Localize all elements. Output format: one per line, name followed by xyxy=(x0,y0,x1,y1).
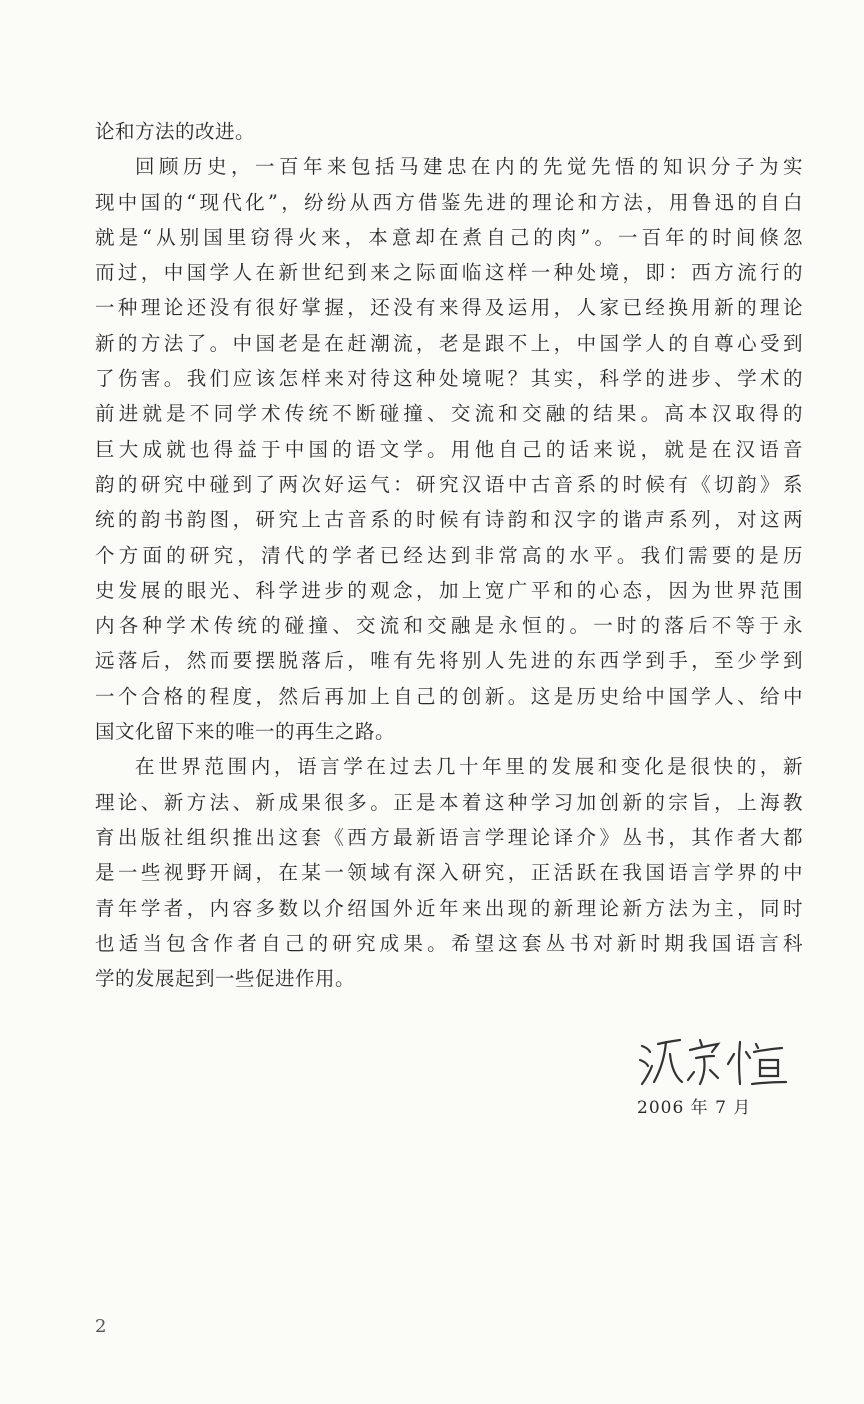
text-line: 学的发展起到一些促进作用。 xyxy=(95,967,356,991)
text-line: 在世界范围内，语言学在过去几十年里的发展和变化是很快的，新 xyxy=(135,755,803,779)
text-line: 统的韵书韵图，研究上古音系的时候有诗韵和汉字的谐声系列，对这两 xyxy=(95,508,803,532)
text-line: 现中国的“现代化”，纷纷从西方借鉴先进的理论和方法，用鲁迅的自白 xyxy=(95,190,803,214)
date: 2006 年 7 月 xyxy=(637,1098,752,1118)
text-line: 回顾历史，一百年来包括马建忠在内的先觉先悟的知识分子为实 xyxy=(135,155,803,179)
text-line: 育出版社组织推出这套《西方最新语言学理论译介》丛书，其作者大都 xyxy=(95,825,803,849)
text-line: 前进就是不同学术传统不断碰撞、交流和交融的结果。高本汉取得的 xyxy=(95,402,803,426)
text-line: 个方面的研究，清代的学者已经达到非常高的水平。我们需要的是历 xyxy=(95,543,803,567)
text-line: 一种理论还没有很好掌握，还没有来得及运用，人家已经换用新的理论 xyxy=(95,296,803,320)
text-line: 巨大成就也得益于中国的语文学。用他自己的话来说，就是在汉语音 xyxy=(95,437,803,461)
text-line: 韵的研究中碰到了两次好运气：研究汉语中古音系的时候有《切韵》系 xyxy=(95,472,803,496)
body-text xyxy=(95,114,803,996)
signature-image xyxy=(636,1034,792,1090)
page-number: 2 xyxy=(95,1316,107,1337)
text-line: 青年学者，内容多数以介绍国外近年来出现的新理论新方法为主，同时 xyxy=(95,896,803,920)
text-line: 了伤害。我们应该怎样来对待这种处境呢？其实，科学的进步、学术的 xyxy=(95,367,803,391)
text-line: 一个合格的程度，然后再加上自己的创新。这是历史给中国学人、给中 xyxy=(95,684,803,708)
text-line: 而过，中国学人在新世纪到来之际面临这样一种处境，即：西方流行的 xyxy=(95,261,803,285)
text-line: 远落后，然而要摆脱落后，唯有先将别人先进的东西学到手，至少学到 xyxy=(95,649,803,673)
text-line: 也适当包含作者自己的研究成果。希望这套丛书对新时期我国语言科 xyxy=(95,931,803,955)
text-line: 新的方法了。中国老是在赶潮流，老是跟不上，中国学人的自尊心受到 xyxy=(95,331,803,355)
text-line: 就是“从别国里窃得火来，本意却在煮自己的肉”。一百年的时间倏忽 xyxy=(95,225,803,249)
text-line: 理论、新方法、新成果很多。正是本着这种学习加创新的宗旨，上海教 xyxy=(95,790,803,814)
text-line: 论和方法的改进。 xyxy=(95,120,256,143)
text-line: 史发展的眼光、科学进步的观念，加上宽广平和的心态，因为世界范围 xyxy=(95,578,803,602)
text-line: 是一些视野开阔，在某一领域有深入研究，正活跃在我国语言学界的中 xyxy=(95,861,803,885)
text-line: 内各种学术传统的碰撞、交流和交融是永恒的。一时的落后不等于永 xyxy=(95,614,803,638)
text-line: 国文化留下来的唯一的再生之路。 xyxy=(95,720,396,744)
